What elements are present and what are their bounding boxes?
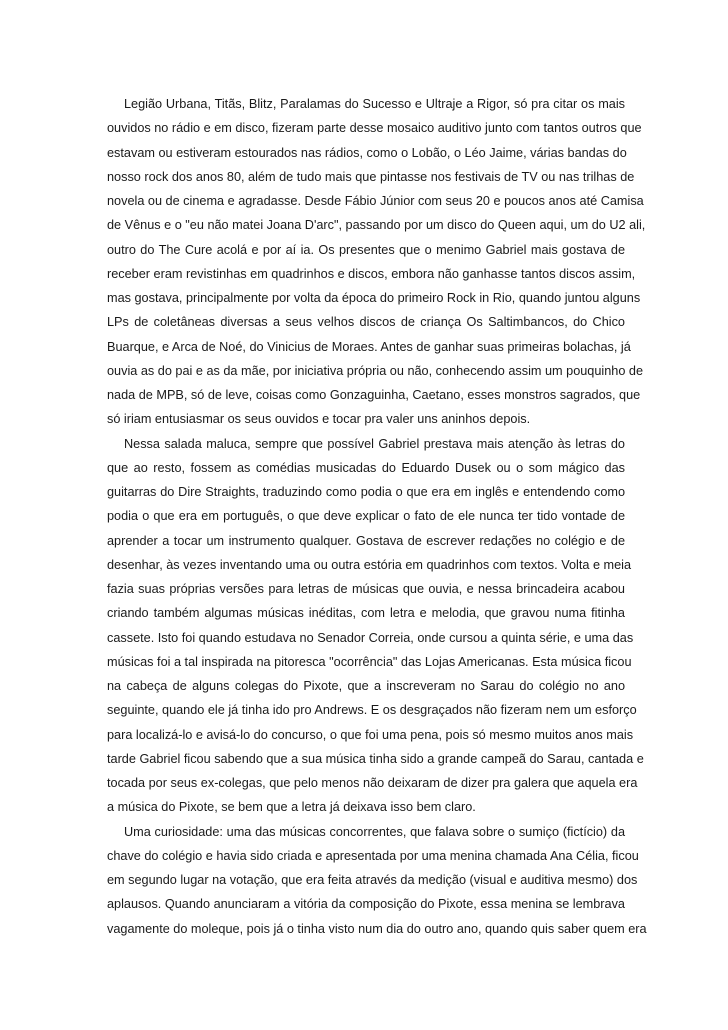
paragraph-2-line: para localizá-lo e avisá-lo do concurso, o que foi uma pena, pois só mesmo muitos anos mais xyxy=(107,727,634,742)
paragraph-2-line: tocada por seus ex-colegas, que pelo menos não deixaram de dizer pra galera que aquela era xyxy=(107,776,638,790)
paragraph-2-line: aprender a tocar um instrumento qualquer. Gostava de escrever redações no colégio e de xyxy=(107,533,625,548)
paragraph-1-line: LPs de coletâneas diversas a seus velhos discos de criança Os Saltimbancos, do Chico xyxy=(107,315,625,330)
paragraph-2-line: criando também algumas músicas inéditas, com letra e melodia, que gravou numa fitinha xyxy=(107,606,625,621)
paragraph-3-line: chave do colégio e havia sido criada e apresentada por uma menina chamada Ana Célia, ficou xyxy=(107,848,639,863)
paragraph-2-line: desenhar, às vezes inventando uma ou outra estória em quadrinhos com textos. Volta e meia xyxy=(107,557,632,572)
paragraph-2-line: Nessa salada maluca, sempre que possível Gabriel prestava mais atenção às letras do xyxy=(124,436,625,451)
paragraph-2-line: fazia suas próprias versões para letras de músicas que ouvia, e nessa brincadeira acabou xyxy=(107,582,625,596)
paragraph-1-line: nada de MPB, só de leve, coisas como Gonzaguinha, Caetano, esses monstros sagrados, que xyxy=(107,388,641,402)
body-text xyxy=(107,92,647,941)
paragraph-2-line: tarde Gabriel ficou sabendo que a sua música tinha sido a grande campeã do Sarau, cantada e xyxy=(107,751,644,766)
paragraph-2-line: que ao resto, fossem as comédias musicadas do Eduardo Dusek ou o som mágico das xyxy=(107,460,625,475)
paragraph-1-line: de Vênus e o "eu não matei Joana D'arc", passando por um disco do Queen aqui, um do U2 ali, xyxy=(107,218,646,233)
paragraph-3-line: aplausos. Quando anunciaram a vitória da composição do Pixote, essa menina se lembrava xyxy=(107,897,625,912)
paragraph-1-line: ouvia as do pai e as da mãe, por iniciativa própria ou não, conhecendo assim um pouquinho de xyxy=(107,363,644,378)
paragraph-1-line: ouvidos no rádio e em disco, fizeram parte desse mosaico auditivo junto com tantos outros que xyxy=(107,121,642,136)
paragraph-1-line: receber eram revistinhas em quadrinhos e discos, embora não ganhasse tantos discos assim, xyxy=(107,266,636,281)
paragraph-2-line: guitarras do Dire Straights, traduzindo como podia o que era em inglês e entendendo como xyxy=(107,485,625,499)
paragraph-1-line: nosso rock dos anos 80, além de tudo mais que pintasse nos festivais de TV ou nas trilhas de xyxy=(107,169,635,184)
paragraph-3-line: vagamente do moleque, pois já o tinha visto num dia do outro ano, quando quis saber quem era xyxy=(107,921,647,936)
paragraph-1-line: estavam ou estiveram estourados nas rádios, como o Lobão, o Léo Jaime, várias bandas do xyxy=(107,145,627,160)
paragraph-2-line: na cabeça de alguns colegas do Pixote, que a inscreveram no Sarau do colégio no ano xyxy=(107,679,625,693)
paragraph-1-line: Legião Urbana, Titãs, Blitz, Paralamas do Sucesso e Ultraje a Rigor, só pra citar os mais xyxy=(124,97,625,111)
paragraph-1-line: novela ou de cinema e agradasse. Desde Fábio Júnior com seus 20 e poucos anos até Camisa xyxy=(107,194,644,208)
paragraph-2-line: podia o que era em português, o que deve explicar o fato de ele nunca ter tido vontade de xyxy=(107,509,625,524)
paragraph-1-line: outro do The Cure acolá e por aí ia. Os presentes que o menimo Gabriel mais gostava de xyxy=(107,242,625,257)
paragraph-2-line: cassete. Isto foi quando estudava no Senador Correia, onde cursou a quinta série, e uma das xyxy=(107,630,634,645)
paragraph-3-line: em segundo lugar na votação, que era feita através da medição (visual e auditiva mesmo) dos xyxy=(107,873,638,887)
paragraph-2-line: músicas foi a tal inspirada na pitoresca "ocorrência" das Lojas Americanas. Esta música ficou xyxy=(107,654,632,669)
paragraph-2-line: seguinte, quando ele já tinha ido pro Andrews. E os desgraçados não fizeram nem um esforço xyxy=(107,703,637,718)
paragraph-1-line: Buarque, e Arca de Noé, do Vinicius de Moraes. Antes de ganhar suas primeiras bolachas, já xyxy=(107,339,631,354)
paragraph-2-line: a música do Pixote, se bem que a letra já deixava isso bem claro. xyxy=(107,800,476,815)
paragraph-1-line: só iriam entusiasmar os seus ouvidos e tocar pra valer uns aninhos depois. xyxy=(107,412,531,427)
paragraph-1-line: mas gostava, principalmente por volta da época do primeiro Rock in Rio, quando juntou alguns xyxy=(107,291,641,305)
paragraph-3-line: Uma curiosidade: uma das músicas concorrentes, que falava sobre o sumiço (fictício) da xyxy=(124,824,625,839)
